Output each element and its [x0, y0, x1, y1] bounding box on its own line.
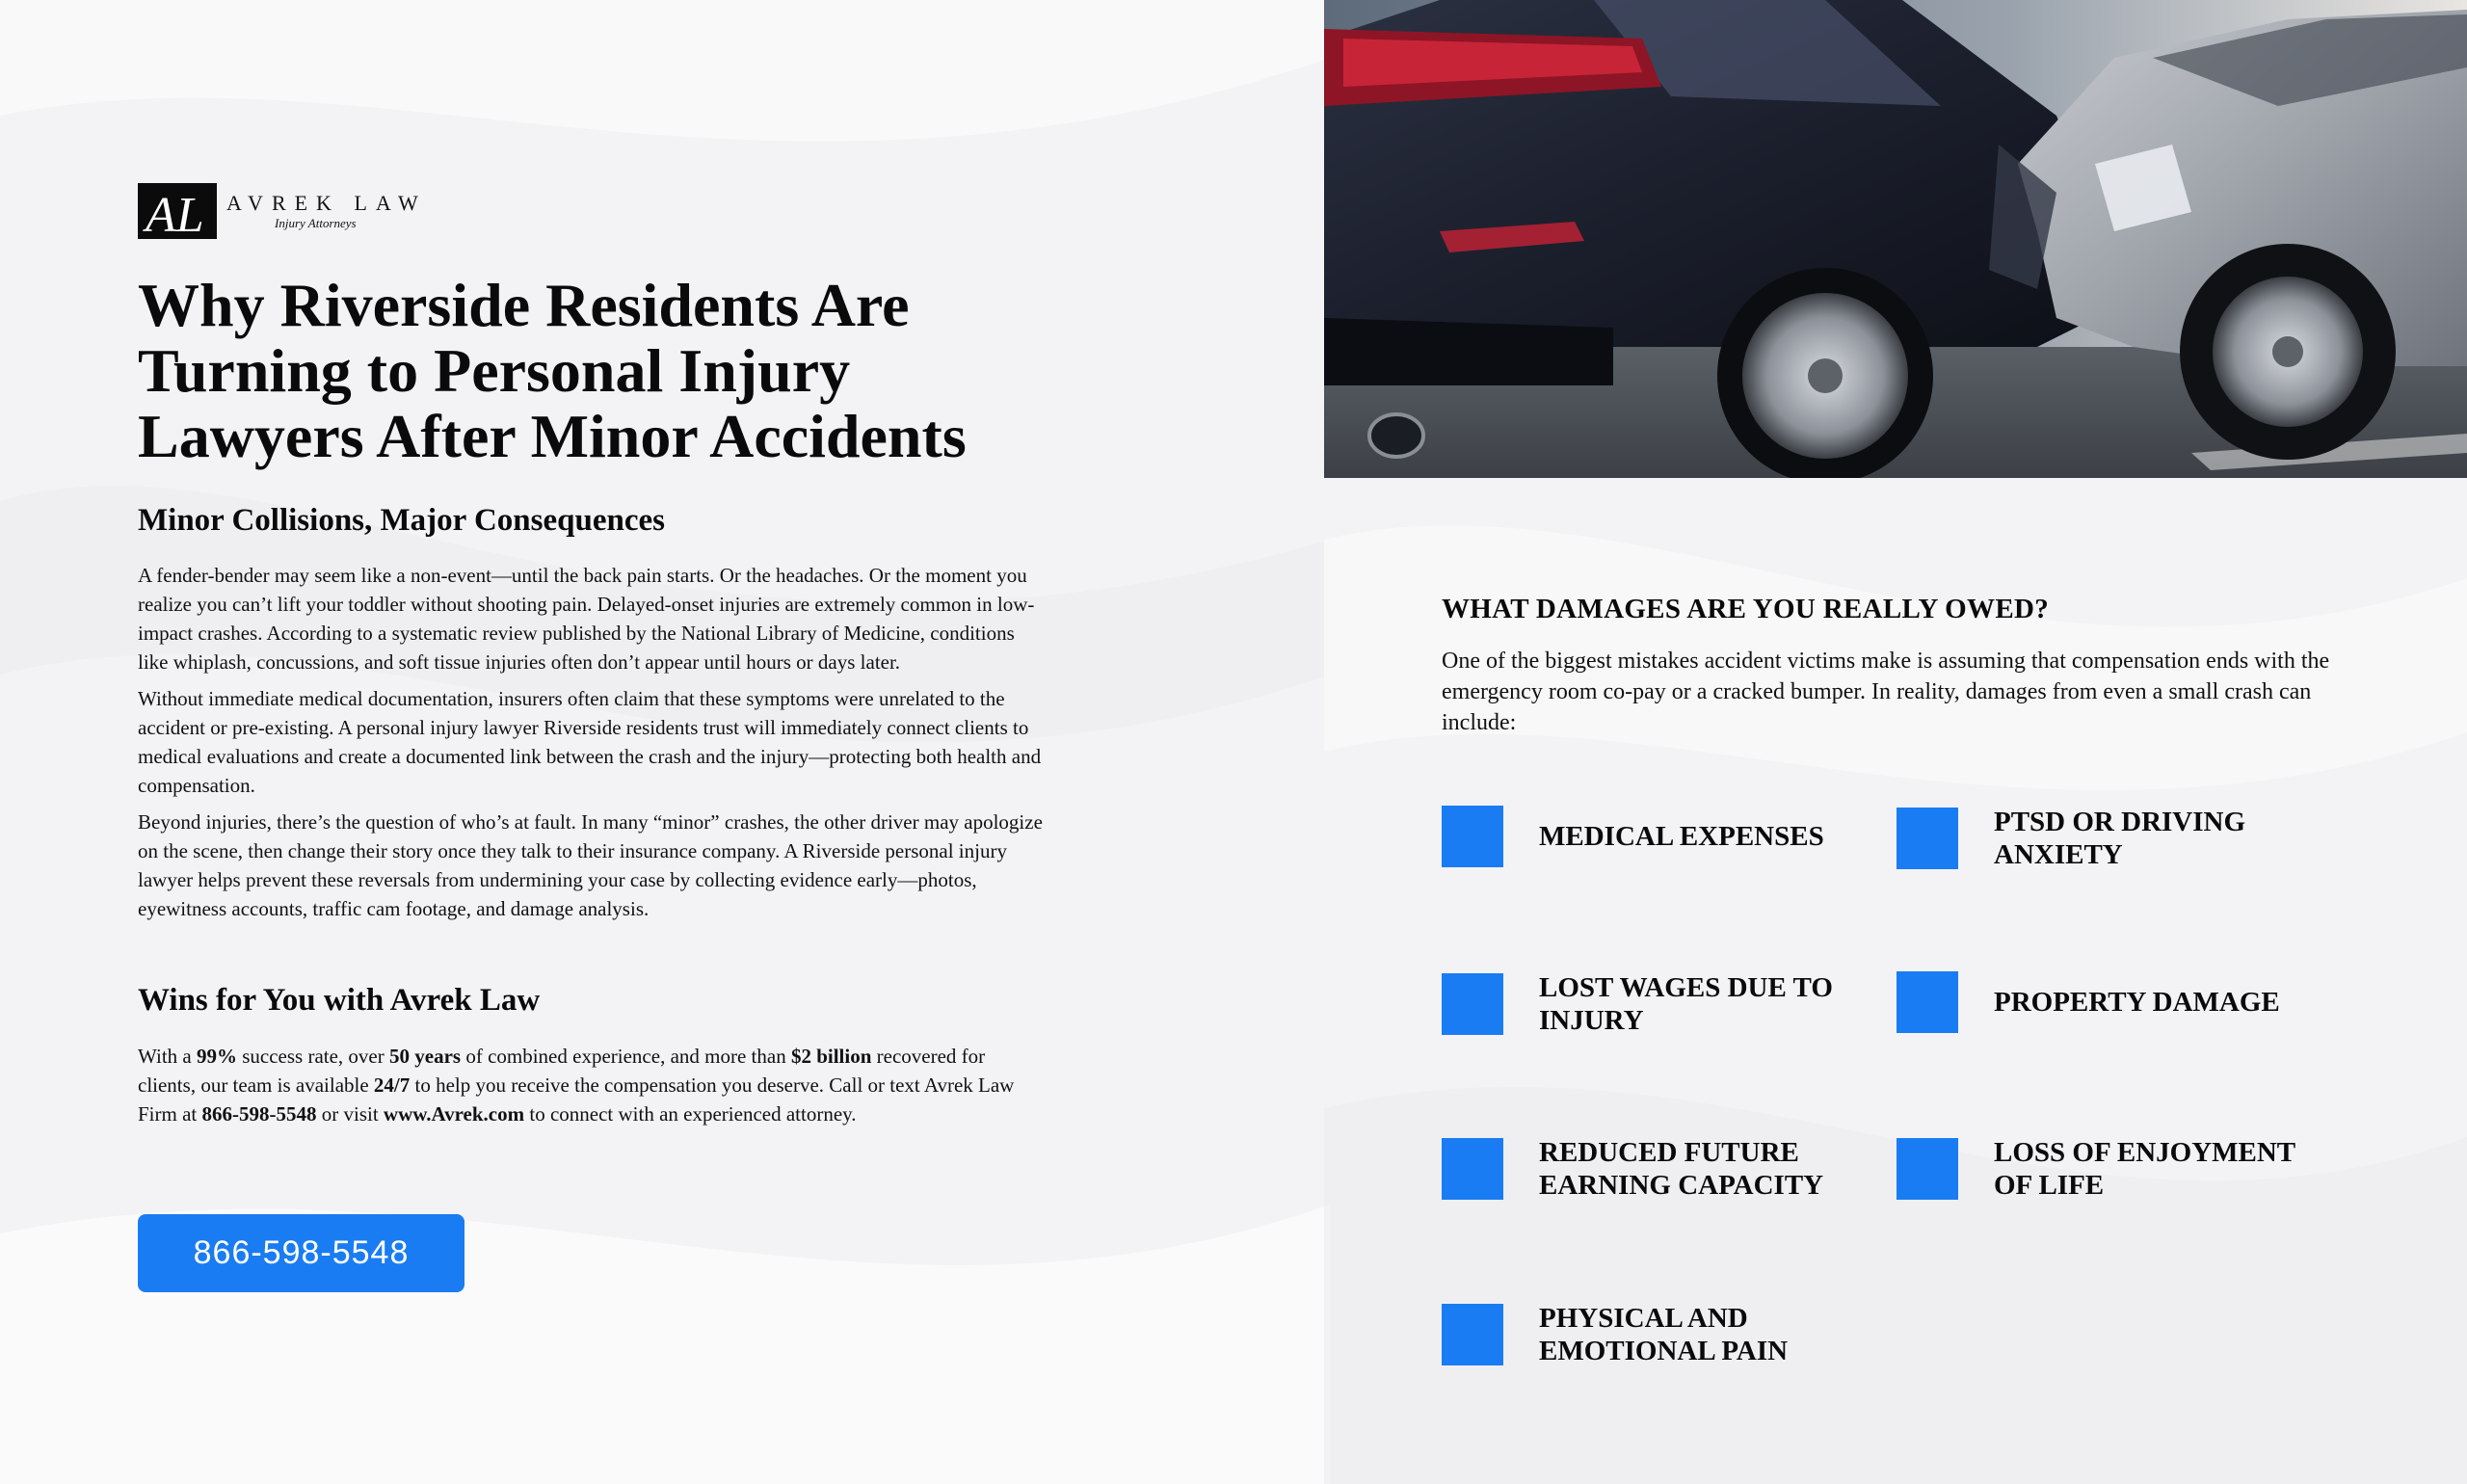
list-item — [1442, 1302, 1857, 1367]
wins-text: With a — [138, 1045, 197, 1068]
damages-intro: One of the biggest mistakes accident victims make is assuming that compensation ends with the emergency room co-pay or a cracked bumper. In reality, damages from even a small crash can include: — [1442, 649, 2330, 735]
wins-paragraph — [138, 1042, 1044, 1128]
brand-name: AVREK LAW — [226, 191, 427, 215]
damage-label: MEDICAL EXPENSES — [1539, 821, 1824, 852]
brand-logo[interactable] — [138, 183, 427, 239]
bullet-square-icon — [1897, 971, 1958, 1033]
list-item — [1897, 806, 2312, 871]
wins-text: success rate, over — [236, 1045, 389, 1068]
wins-text: or visit — [316, 1102, 384, 1126]
success-rate: 99% — [196, 1045, 237, 1068]
amount-recovered: $2 billion — [790, 1045, 872, 1068]
availability: 24/7 — [373, 1073, 411, 1097]
brand-tagline: Injury Attorneys — [275, 216, 357, 230]
page-title: Why Riverside Residents Are Turning to Personal Injury Lawyers After Minor Accidents — [138, 271, 967, 470]
list-item — [1897, 1136, 2312, 1202]
svg-text:AL: AL — [146, 188, 204, 239]
wins-text: recovered for clients, our team is available — [138, 1045, 986, 1097]
list-item — [1442, 971, 1857, 1037]
bullet-square-icon — [1897, 808, 1958, 869]
damage-label: REDUCED FUTURE EARNING CAPACITY — [1539, 1137, 1824, 1201]
section-body-minor-collisions — [138, 561, 1044, 931]
damage-label: LOST WAGES DUE TO INJURY — [1539, 972, 1833, 1036]
list-item — [1442, 1136, 1857, 1202]
damage-label: PHYSICAL AND EMOTIONAL PAIN — [1539, 1303, 1789, 1366]
bullet-square-icon — [1442, 973, 1503, 1035]
bullet-square-icon — [1442, 1304, 1503, 1365]
call-button[interactable]: 866-598-5548 — [138, 1214, 464, 1292]
phone-link[interactable]: 866-598-5548 — [201, 1102, 317, 1126]
list-item — [1897, 971, 2312, 1033]
damages-heading: WHAT DAMAGES ARE YOU REALLY OWED? — [1442, 594, 2050, 624]
right-column — [1324, 0, 2467, 1484]
damage-label: PROPERTY DAMAGE — [1994, 987, 2280, 1018]
wins-text: to connect with an experienced attorney. — [524, 1102, 857, 1126]
bullet-square-icon — [1897, 1138, 1958, 1200]
wins-text: to help you receive the compensation you deserve. Call or text Avrek Law Firm at — [138, 1073, 1015, 1126]
section-heading-minor-collisions: Minor Collisions, Major Consequences — [138, 503, 665, 538]
section-heading-wins: Wins for You with Avrek Law — [138, 983, 541, 1018]
damage-label: LOSS OF ENJOYMENT OF LIFE — [1994, 1137, 2295, 1201]
paragraph: A fender-bender may seem like a non-event—until the back pain starts. Or the headaches. Or the moment you realize you can’t lift your toddler without shooting pain. Delayed-onset injuries are extremely common in low-impact crashes. According to a systematic review published by the National Library of Medicine, conditions like whiplash, concussions, and soft tissue injuries often don’t appear until hours or days later. — [138, 564, 1035, 674]
logo-monogram — [138, 183, 217, 239]
list-item — [1442, 806, 1857, 867]
damages-list — [1442, 806, 2405, 1384]
paragraph: Beyond injuries, there’s the question of who’s at fault. In many “minor” crashes, the other driver may apologize on the scene, then change their story once they talk to their insurance company. A Riverside personal injury lawyer helps prevent these reversals from undermining your case by collecting evidence early—photos, eyewitness accounts, traffic cam footage, and damage analysis. — [138, 810, 1043, 920]
bullet-square-icon — [1442, 806, 1503, 867]
bullet-square-icon — [1442, 1138, 1503, 1200]
car-crash-photo — [1324, 0, 2467, 478]
wins-text: of combined experience, and more than — [461, 1045, 791, 1068]
website-link[interactable]: www.Avrek.com — [383, 1102, 525, 1126]
years-experience: 50 years — [389, 1045, 462, 1068]
damage-label: PTSD OR DRIVING ANXIETY — [1994, 807, 2246, 870]
paragraph: Without immediate medical documentation, insurers often claim that these symptoms were unrelated to the accident or pre-existing. A personal injury lawyer Riverside residents trust will immediately connect clients to medical evaluations and create a documented link between the crash and the injury—protecting both health and compensation. — [138, 687, 1042, 797]
